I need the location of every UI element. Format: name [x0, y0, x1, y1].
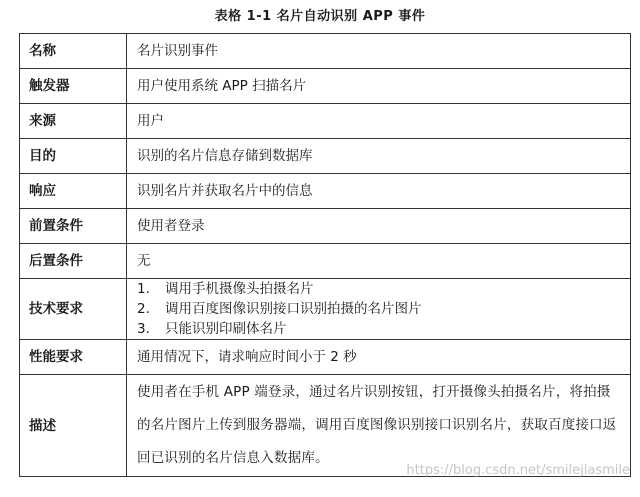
table-row-performance: [20, 340, 631, 375]
list-item-number: 1.: [137, 281, 150, 297]
table-row-description: [20, 375, 631, 477]
row-label: 前置条件: [20, 209, 127, 244]
tech-requirements-cell: [127, 279, 631, 340]
list-item-number: 3.: [137, 321, 150, 337]
row-value: 无: [127, 244, 631, 279]
table-row-tech-requirements: [20, 279, 631, 340]
row-label: 名称: [20, 34, 127, 69]
row-value: 使用者登录: [127, 209, 631, 244]
table-row: [20, 244, 631, 279]
table-row: [20, 104, 631, 139]
table-row: [20, 139, 631, 174]
table-row: [20, 174, 631, 209]
row-label: 响应: [20, 174, 127, 209]
list-item-number: 2.: [137, 301, 150, 317]
row-label: 目的: [20, 139, 127, 174]
event-spec-table: [19, 33, 631, 477]
row-label: 触发器: [20, 69, 127, 104]
description-text: 使用者在手机 APP 端登录，通过名片识别按钮，打开摄像头拍摄名片，将拍摄的名片图片上传到服务器端，调用百度图像识别接口识别名片，获取百度接口返回已识别的名片信息入数据库。: [137, 384, 617, 466]
list-item-text: 调用百度图像识别接口识别拍摄的名片图片: [165, 301, 422, 317]
description-cell: [127, 375, 631, 477]
table-row: [20, 209, 631, 244]
row-value: 识别名片并获取名片中的信息: [127, 174, 631, 209]
list-item: [137, 279, 630, 299]
row-label: 来源: [20, 104, 127, 139]
row-value: 用户: [127, 104, 631, 139]
row-label: 后置条件: [20, 244, 127, 279]
watermark-url: https://blog.csdn.net/smilejiasmile: [406, 463, 630, 478]
table-row: [20, 34, 631, 69]
list-item: [137, 299, 630, 319]
row-label: 性能要求: [20, 340, 127, 375]
list-item-text: 调用手机摄像头拍摄名片: [165, 281, 314, 297]
row-label: 描述: [20, 375, 127, 477]
table-caption: 表格 1-1 名片自动识别 APP 事件: [214, 9, 426, 24]
table-row: [20, 69, 631, 104]
tech-requirements-list: [137, 279, 630, 339]
list-item: [137, 319, 630, 339]
row-value: 名片识别事件: [127, 34, 631, 69]
list-item-text: 只能识别印刷体名片: [165, 321, 287, 337]
row-value: 用户使用系统 APP 扫描名片: [127, 69, 631, 104]
row-value: 通用情况下，请求响应时间小于 2 秒: [127, 340, 631, 375]
row-value: 识别的名片信息存储到数据库: [127, 139, 631, 174]
row-label: 技术要求: [20, 279, 127, 340]
